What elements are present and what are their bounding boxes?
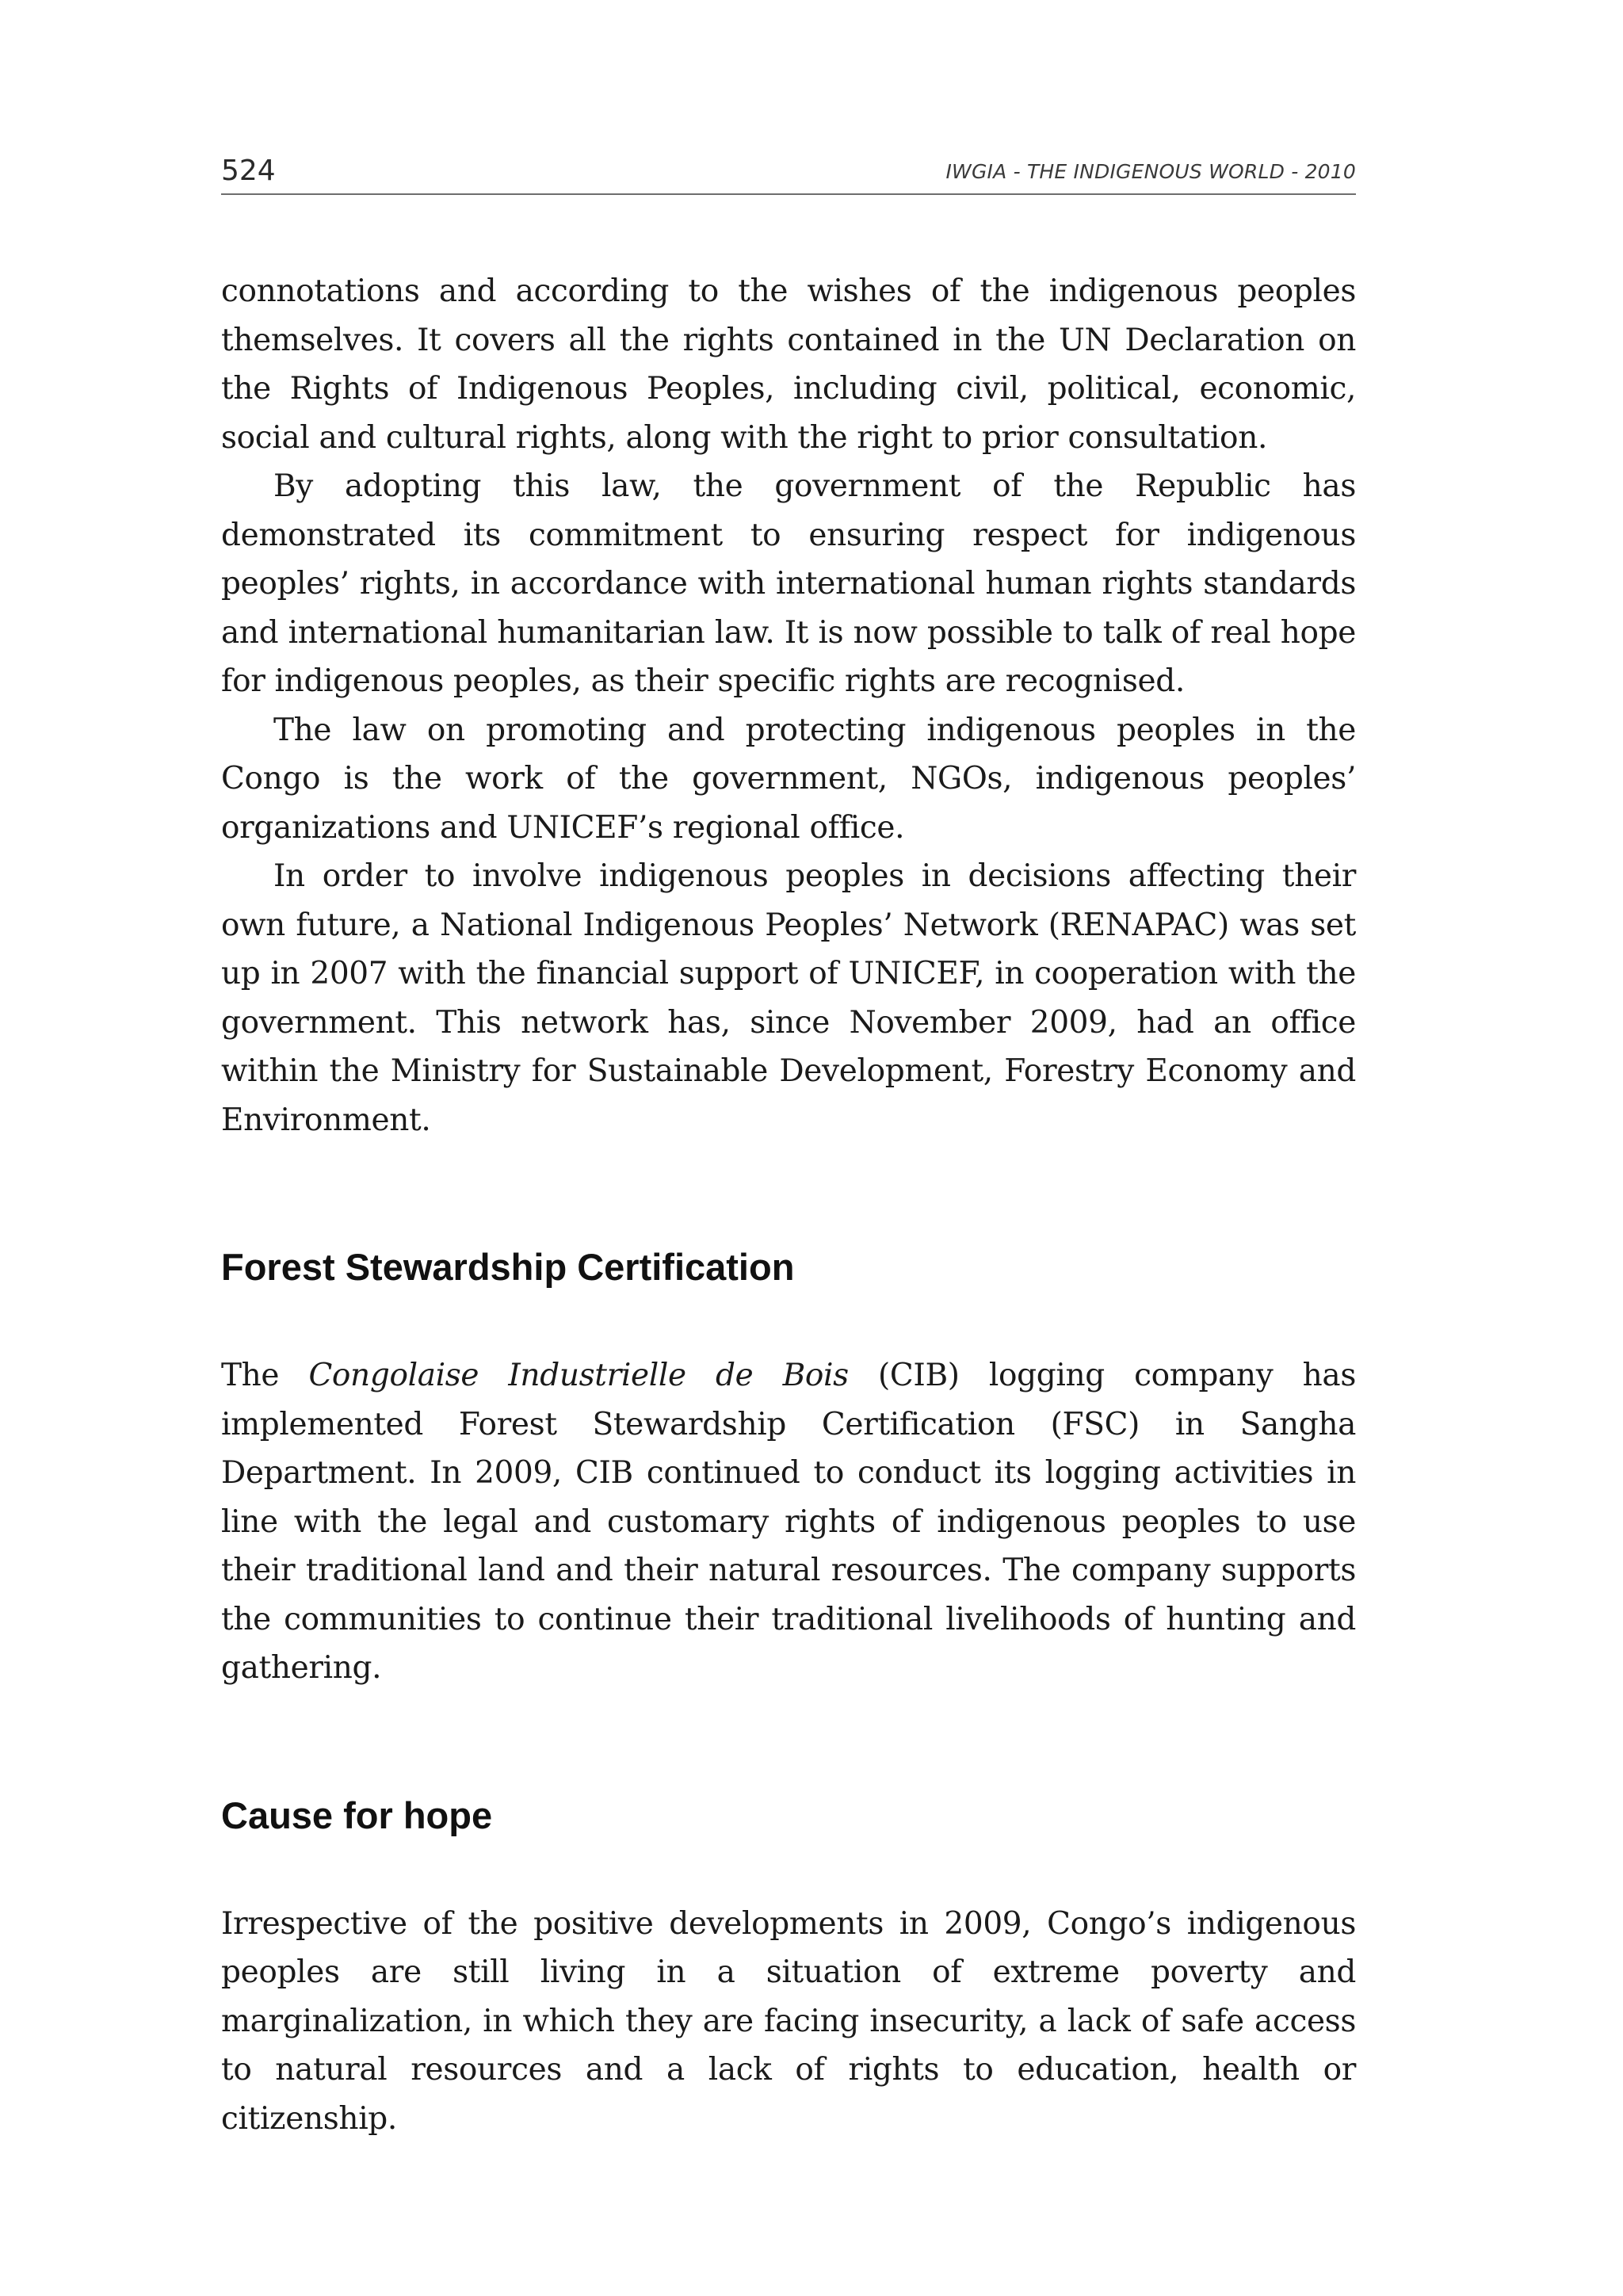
- paragraph: [221, 1351, 1356, 1693]
- section-heading-fsc: Forest Stewardship Certification: [221, 1246, 795, 1288]
- page-content: [221, 267, 1356, 2143]
- paragraph-lead: The: [221, 1358, 309, 1393]
- paragraph: Irrespective of the positive developments in 2009, Congo’s indigenous peoples are still living in a situation of extreme poverty and marginalization, in which they are facing insecurity, a lack of safe access to natural resources and a lack of rights to education, health or citizenship.: [221, 1905, 1356, 2137]
- running-head: IWGIA - THE INDIGENOUS WORLD - 2010: [945, 160, 1356, 183]
- paragraph: The law on promoting and protecting indigenous peoples in the Congo is the work of the government, NGOs, indigenous peoples’ organizations and UNICEF’s regional office.: [221, 712, 1356, 846]
- page-header: [221, 155, 1356, 195]
- section-heading-hope: Cause for hope: [221, 1794, 493, 1836]
- page-number: 524: [221, 155, 276, 187]
- paragraph: In order to involve indigenous peoples in decisions affecting their own future, a National Indigenous Peoples’ Network (RENAPAC) was set up in 2007 with the financial support of UNICEF, in cooperation with the government. This network has, since November 2009, had an office within the Ministry for Sustainable Development, Forestry Economy and Environment.: [221, 858, 1356, 1138]
- company-name-italic: Congolaise Industrielle de Bois: [308, 1358, 849, 1393]
- paragraph-rest: (CIB) logging company has implemented Forest Stewardship Certification (FSC) in Sangha Department. In 2009, CIB continued to conduct its logging activities in line with the legal and customary rights of indigenous peoples to use their traditional land and their natural resources. The company supports the communities to continue their traditional livelihoods of hunting and gathering.: [221, 1358, 1356, 1686]
- paragraph: connotations and according to the wishes of the indigenous peoples themselves. It covers all the rights contained in the UN Declaration on the Rights of Indigenous Peoples, including civil, political, economic, social and cultural rights, along with the right to prior consultation.: [221, 273, 1356, 456]
- paragraph: By adopting this law, the government of the Republic has demonstrated its commitment to ensuring respect for indigenous peoples’ rights, in accordance with international human rights standards and international humanitarian law. It is now possible to talk of real hope for indigenous peoples, as their specific rights are recognised.: [221, 468, 1356, 699]
